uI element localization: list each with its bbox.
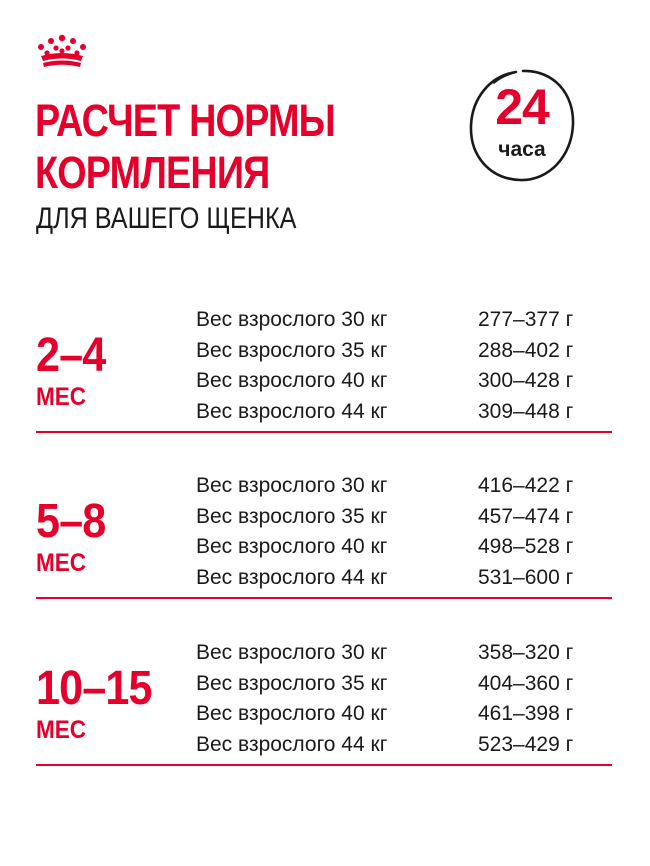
hours-badge (466, 66, 578, 186)
portion-value: 309–448 г (478, 399, 574, 423)
age-section-2-4 (36, 305, 612, 437)
portion-row (196, 502, 616, 533)
age-unit: МЕС (36, 383, 87, 411)
portion-row (196, 366, 616, 397)
portion-value: 457–474 г (478, 504, 574, 528)
adult-weight-label: Вес взрослого 44 кг (196, 732, 388, 756)
adult-weight-label: Вес взрослого 30 кг (196, 641, 388, 664)
portion-value: 461–398 г (478, 702, 574, 725)
portion-list (196, 638, 616, 760)
age-label (36, 664, 164, 744)
portion-row (196, 532, 616, 563)
portion-value: 531–600 г (478, 565, 574, 589)
portion-row (196, 669, 616, 700)
portion-row (196, 730, 616, 761)
age-range: 10–15 (36, 662, 152, 715)
section-divider (36, 764, 612, 766)
title-line-1: РАСЧЕТ НОРМЫ (35, 95, 335, 146)
adult-weight-label: Вес взрослого 44 кг (196, 565, 388, 589)
portion-row (196, 305, 616, 336)
section-divider (36, 431, 612, 433)
portion-list (196, 471, 616, 593)
page-subtitle: ДЛЯ ВАШЕГО ЩЕНКА (36, 202, 297, 235)
adult-weight-label: Вес взрослого 30 кг (196, 308, 388, 331)
adult-weight-label: Вес взрослого 35 кг (196, 338, 388, 362)
portion-value: 300–428 г (478, 369, 574, 392)
age-label (36, 331, 113, 411)
age-range: 2–4 (36, 329, 106, 382)
adult-weight-label: Вес взрослого 40 кг (196, 702, 388, 725)
portion-row (196, 471, 616, 502)
portion-value: 498–528 г (478, 535, 574, 558)
portion-row (196, 397, 616, 428)
portion-row (196, 638, 616, 669)
page-title (35, 95, 335, 199)
portion-value: 404–360 г (478, 671, 574, 695)
portion-row (196, 336, 616, 367)
adult-weight-label: Вес взрослого 40 кг (196, 369, 388, 392)
age-unit: МЕС (36, 549, 87, 577)
portion-row (196, 699, 616, 730)
portion-value: 277–377 г (478, 308, 574, 331)
adult-weight-label: Вес взрослого 30 кг (196, 474, 388, 497)
adult-weight-label: Вес взрослого 44 кг (196, 399, 388, 423)
portion-list (196, 305, 616, 427)
portion-value: 523–429 г (478, 732, 574, 756)
portion-value: 288–402 г (478, 338, 574, 362)
age-range: 5–8 (36, 495, 106, 548)
adult-weight-label: Вес взрослого 35 кг (196, 504, 388, 528)
badge-unit: часа (498, 138, 546, 161)
age-section-5-8 (36, 471, 612, 603)
portion-value: 358–320 г (478, 641, 574, 664)
section-divider (36, 597, 612, 599)
crown-icon (34, 34, 90, 72)
adult-weight-label: Вес взрослого 35 кг (196, 671, 388, 695)
age-unit: МЕС (36, 716, 87, 744)
portion-row (196, 563, 616, 594)
age-label (36, 497, 113, 577)
title-line-2: КОРМЛЕНИЯ (35, 147, 270, 198)
age-section-10-15 (36, 638, 612, 770)
adult-weight-label: Вес взрослого 40 кг (196, 535, 388, 558)
portion-value: 416–422 г (478, 474, 574, 497)
badge-number: 24 (495, 79, 549, 135)
